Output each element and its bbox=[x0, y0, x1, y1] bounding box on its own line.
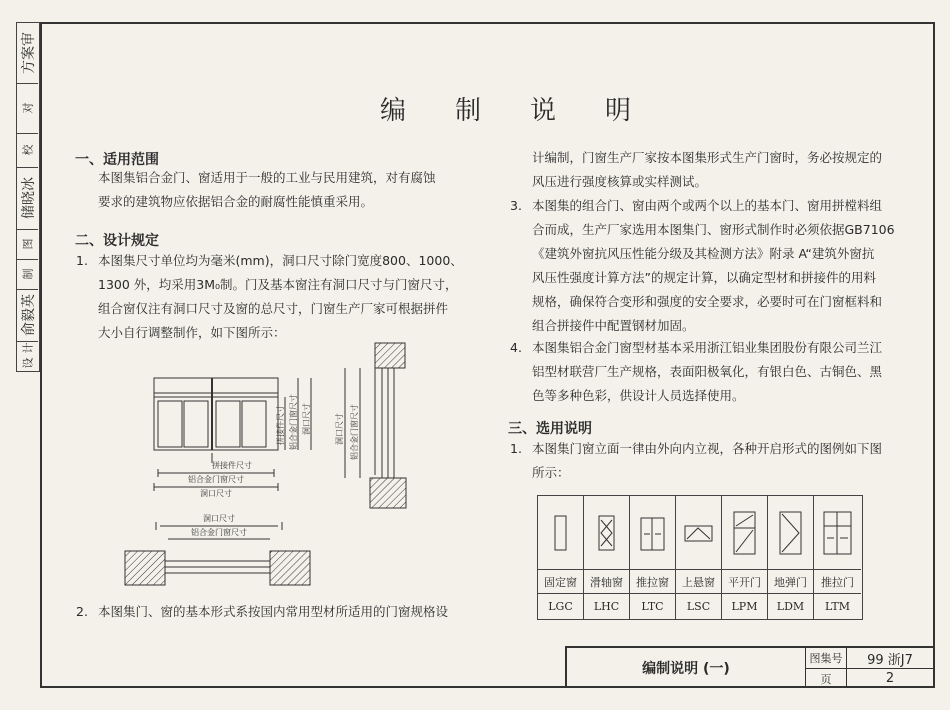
sig-cell bbox=[17, 23, 38, 84]
text-line: 大小自行调整制作，如下图所示： bbox=[98, 325, 286, 340]
design-item-3 bbox=[510, 194, 895, 338]
text-line: 所示： bbox=[532, 465, 570, 480]
text-line: 1300 外，均采用3M₀制。门及基本窗注有洞口尺寸与门窗尺寸， bbox=[98, 277, 458, 292]
legend-label: 地弹门 bbox=[768, 569, 814, 594]
legend-icon-cell bbox=[814, 496, 861, 569]
dim-label-splice-v: 拼接件尺寸 bbox=[276, 405, 285, 445]
design-item-1 bbox=[76, 249, 463, 345]
sliding-window-icon bbox=[630, 496, 675, 569]
opening-type-legend bbox=[537, 495, 863, 620]
sig-text: 方案审 bbox=[20, 32, 37, 74]
section-heading-selection: 三、选用说明 bbox=[508, 421, 592, 437]
dim-label-window: 铝合金门窗尺寸 bbox=[188, 475, 244, 484]
text-line: 本图集门、窗的基本形式系按国内常用型材所适用的门窗规格设 bbox=[98, 604, 449, 619]
text-line: 《建筑外窗抗风压性能分级及其检测方法》附录 A“建筑外窗抗 bbox=[532, 246, 875, 261]
sig-cell bbox=[17, 133, 38, 168]
text-line: 铝型材联营厂生产规格，表面阳极氧化，有银白色、古铜色、黑 bbox=[532, 364, 883, 379]
sig-cell bbox=[17, 259, 38, 290]
legend-icon-cell bbox=[538, 496, 584, 569]
item-number: 4. bbox=[510, 340, 522, 355]
text-line: 本图集的组合门、窗由两个或两个以上的基本门、窗用拼樘料组 bbox=[532, 198, 883, 213]
section-heading-design: 二、设计规定 bbox=[75, 233, 159, 249]
legend-code: LHC bbox=[584, 593, 630, 619]
dim-label-hole-v: 洞口尺寸 bbox=[302, 403, 311, 435]
selection-item-1 bbox=[510, 437, 883, 485]
text-line: 色等多种色彩，供设计人员选择使用。 bbox=[532, 388, 745, 403]
legend-label: 推拉窗 bbox=[630, 569, 676, 594]
sig-cell bbox=[17, 289, 38, 342]
text-line: 计编制，门窗生产厂家按本图集形式生产门窗时，务必按规定的 bbox=[532, 150, 883, 165]
sig-cell bbox=[17, 229, 38, 260]
window-dimension-diagram bbox=[120, 335, 450, 595]
page-number: 2 bbox=[885, 671, 895, 686]
title-char: 明 bbox=[605, 96, 634, 126]
sig-text: 图 bbox=[21, 238, 35, 250]
item-number: 1. bbox=[76, 253, 88, 268]
legend-code: LSC bbox=[676, 593, 722, 619]
section-scope-text bbox=[98, 166, 436, 214]
dim-label-hole-plan: 洞口尺寸 bbox=[203, 514, 235, 523]
title-block bbox=[565, 646, 933, 688]
section-heading-scope: 一、适用范围 bbox=[75, 152, 159, 168]
dim-label-hole-wall: 洞口尺寸 bbox=[335, 413, 344, 445]
text-line: 风压进行强度核算或实样测试。 bbox=[532, 174, 708, 189]
sig-text: 储晓冰 bbox=[20, 177, 37, 219]
dim-label-hole: 洞口尺寸 bbox=[200, 489, 232, 498]
text-line: 组合拼接件中配置钢材加固。 bbox=[532, 318, 695, 333]
text-line: 风压性强度计算方法”的规定计算，以确定型材和拼接件的用料 bbox=[532, 270, 876, 285]
legend-icon-cell bbox=[630, 496, 676, 569]
sig-text: 俞毅英 bbox=[20, 294, 37, 336]
title-char: 制 bbox=[455, 96, 484, 126]
sig-cell bbox=[17, 341, 38, 355]
title-char: 编 bbox=[380, 96, 409, 126]
spring-door-icon bbox=[768, 496, 813, 569]
dim-label-splice: 拼接件尺寸 bbox=[212, 461, 252, 470]
design-item-4 bbox=[510, 336, 883, 408]
atlas-number: 99 浙J7 bbox=[847, 648, 933, 669]
page-label: 页 bbox=[806, 669, 847, 688]
legend-code: LGC bbox=[538, 593, 584, 619]
sig-text: 制 bbox=[21, 268, 35, 280]
legend-icon-cell bbox=[676, 496, 722, 569]
legend-label: 平开门 bbox=[722, 569, 768, 594]
text-line: 本图集铝合金门、窗适用于一般的工业与民用建筑，对有腐蚀 bbox=[98, 170, 436, 185]
legend-code: LDM bbox=[768, 593, 814, 619]
sig-text: 计 bbox=[21, 342, 35, 354]
sliding-door-icon bbox=[814, 496, 861, 569]
top-hung-window-icon bbox=[676, 496, 721, 569]
item-number: 3. bbox=[510, 198, 522, 213]
sig-text: 对 bbox=[21, 102, 35, 114]
legend-icon-cell bbox=[768, 496, 814, 569]
item-number: 1. bbox=[510, 441, 522, 456]
sig-cell bbox=[17, 167, 38, 230]
sig-cell bbox=[17, 83, 38, 134]
legend-icon-cell bbox=[584, 496, 630, 569]
legend-code: LPM bbox=[722, 593, 768, 619]
sig-text: 校 bbox=[21, 144, 35, 156]
legend-label: 推拉门 bbox=[814, 569, 861, 594]
sig-text: 设 bbox=[21, 357, 35, 368]
drawing-name: 编制说明 (一) bbox=[567, 648, 806, 688]
title-char: 说 bbox=[530, 96, 559, 126]
atlas-label: 图集号 bbox=[806, 648, 847, 669]
dim-label-window-v: 铝合金门窗尺寸 bbox=[289, 394, 298, 450]
fixed-window-icon bbox=[538, 496, 583, 569]
signature-strip bbox=[16, 22, 40, 372]
item-number: 2. bbox=[76, 604, 88, 619]
casement-door-icon bbox=[722, 496, 767, 569]
legend-label: 固定窗 bbox=[538, 569, 584, 594]
text-line: 本图集铝合金门窗型材基本采用浙江铝业集团股份有限公司兰江 bbox=[532, 340, 883, 355]
design-item-2 bbox=[76, 600, 449, 624]
text-line: 本图集门窗立面一律由外向内立视，各种开启形式的图例如下图 bbox=[532, 441, 883, 456]
legend-label: 上悬窗 bbox=[676, 569, 722, 594]
sig-cell bbox=[17, 355, 38, 370]
pivot-window-icon bbox=[584, 496, 629, 569]
legend-icon-cell bbox=[722, 496, 768, 569]
text-line: 本图集尺寸单位均为毫米(mm)，洞口尺寸除门宽度800、1000、 bbox=[98, 253, 463, 268]
dim-label-window-wall: 铝合金门窗尺寸 bbox=[350, 404, 359, 460]
legend-label: 滑轴窗 bbox=[584, 569, 630, 594]
dim-label-window-plan: 铝合金门窗尺寸 bbox=[191, 528, 247, 537]
right-cont-text bbox=[532, 146, 882, 194]
text-line: 组合窗仅注有洞口尺寸及窗的总尺寸，门窗生产厂家可根据拼件 bbox=[98, 301, 449, 316]
text-line: 规格，确保符合变形和强度的安全要求，必要时可在门窗框料和 bbox=[532, 294, 883, 309]
text-line: 合而成，生产厂家选用本图集门、窗形式制作时必须依据GB7106 bbox=[532, 222, 895, 237]
text-line: 要求的建筑物应依据铝合金的耐腐性能慎重采用。 bbox=[98, 194, 374, 209]
legend-code: LTM bbox=[814, 593, 861, 619]
legend-code: LTC bbox=[630, 593, 676, 619]
